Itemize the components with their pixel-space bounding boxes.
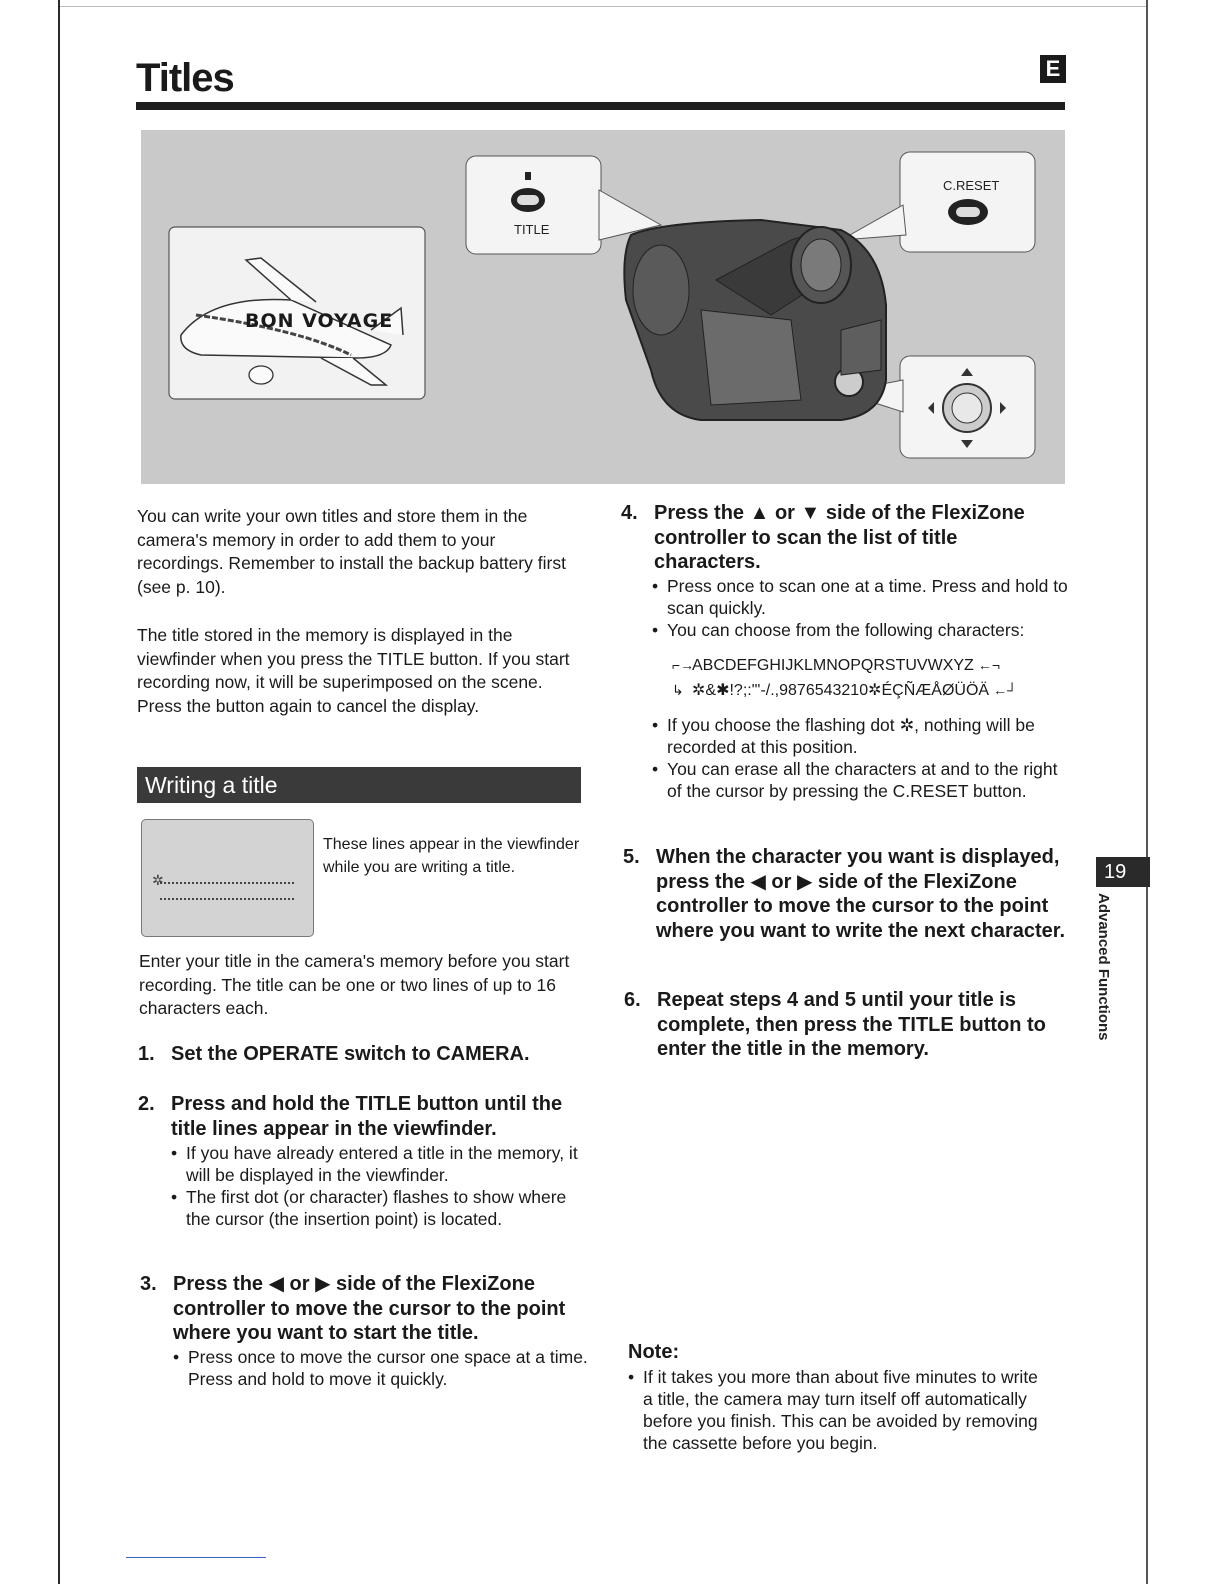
step-4-number: 4.	[621, 502, 638, 524]
camera-illustration	[141, 130, 1065, 484]
title-line-1	[160, 882, 294, 884]
character-set	[672, 653, 1017, 703]
list-item: • If it takes you more than about five minutes to write a title, the camera may turn itself off automatically before you finish. This can be avoided by removing the cassette before you begin.	[628, 1366, 1048, 1454]
arrow-return-icon: ↳	[672, 682, 684, 698]
step-6	[624, 988, 1067, 1062]
arrow-left-icon: ←¬	[977, 657, 1000, 673]
step-4-text: Press the ▲ or ▼ side of the FlexiZone controller to scan the list of title characters.	[654, 502, 1025, 573]
step-4	[621, 501, 1059, 575]
intro-paragraph-1: You can write your own titles and store them in the camera's memory in order to add them to your recordings. Remember to install the backup battery first (see p. 10).	[137, 506, 566, 597]
title-divider	[136, 102, 1065, 110]
step-2-number: 2.	[138, 1093, 155, 1115]
language-badge: E	[1040, 55, 1066, 83]
list-item: • You can erase all the characters at and to the right of the cursor by pressing the C.RESET button.	[652, 758, 1072, 802]
step-1	[138, 1042, 591, 1067]
step-5-number: 5.	[623, 846, 640, 868]
page-edge-right	[1146, 0, 1148, 1584]
title-button-label: TITLE	[514, 222, 550, 237]
section-heading: Writing a title	[137, 767, 581, 803]
title-line-2	[160, 898, 294, 900]
note-bullets	[628, 1366, 1048, 1454]
list-item: • Press once to scan one at a time. Press and hold to scan quickly.	[652, 575, 1072, 619]
step-1-text: Set the OPERATE switch to CAMERA.	[171, 1043, 530, 1065]
page-title: Titles	[136, 56, 234, 100]
section-side-label: Advanced Functions	[1095, 893, 1112, 1041]
intro-paragraph-2: The title stored in the memory is displayed in the viewfinder when you press the TITLE button. If you start recording now, it will be superimposed on the scene. Press the button again to cancel the display.	[137, 625, 570, 716]
flashing-dot-icon: ✲	[152, 872, 164, 888]
charset-line-2: ✲&✱!?;:"'-/.,9876543210✲ÉÇÑÆÅØÜÖÄ	[692, 682, 990, 699]
charset-line-1: ABCDEFGHIJKLMNOPQRSTUVWXYZ	[692, 657, 974, 674]
arrow-back-icon: ←┘	[993, 682, 1017, 698]
section-paragraph: Enter your title in the camera's memory before you start recording. The title can be one or two lines of up to 16 characters each.	[139, 951, 570, 1018]
step-5-text: When the character you want is displayed, press the ◀ or ▶ side of the FlexiZone controller to move the cursor to the point where you want to write the next character.	[656, 846, 1066, 942]
step-3-number: 3.	[140, 1273, 157, 1295]
list-item: • If you have already entered a title in the memory, it will be displayed in the viewfinder.	[171, 1142, 586, 1186]
step-4-more-bullets	[652, 714, 1072, 802]
step-5	[623, 845, 1071, 943]
step-2-text: Press and hold the TITLE button until the title lines appear in the viewfinder.	[171, 1093, 563, 1140]
step-3-text: Press the ◀ or ▶ side of the FlexiZone controller to move the cursor to the point where you want to start the title.	[173, 1273, 566, 1344]
step-6-text: Repeat steps 4 and 5 until your title is complete, then press the TITLE button to enter the title in the memory.	[657, 989, 1046, 1060]
list-item: • You can choose from the following characters:	[652, 619, 1072, 641]
top-rule	[60, 6, 1146, 7]
page-edge-left	[58, 0, 60, 1584]
charset-row-1	[672, 653, 1013, 678]
step-2	[138, 1092, 591, 1141]
list-item: • Press once to move the cursor one space at a time. Press and hold to move it quickly.	[173, 1346, 588, 1390]
note-heading: Note:	[628, 1341, 680, 1363]
step-1-number: 1.	[138, 1043, 155, 1065]
bon-voyage-text: BON VOYAGE	[245, 310, 394, 332]
step-4-bullets	[652, 575, 1072, 641]
step-6-number: 6.	[624, 989, 641, 1011]
list-item: • If you choose the flashing dot ✲, nothing will be recorded at this position.	[652, 714, 1072, 758]
bottom-rule	[126, 1557, 266, 1558]
viewfinder-preview	[141, 819, 314, 937]
creset-button-label: C.RESET	[943, 178, 1000, 193]
page-number-tab: 19	[1096, 857, 1150, 887]
list-item: • The first dot (or character) flashes to show where the cursor (the insertion point) is located.	[171, 1186, 586, 1230]
step-2-bullets	[171, 1142, 586, 1230]
step-3-bullets	[173, 1346, 588, 1390]
arrow-right-icon: ⌐→	[672, 657, 695, 673]
step-3	[140, 1272, 588, 1346]
camera-drawing	[141, 130, 1065, 484]
charset-row-2	[672, 678, 1017, 703]
viewfinder-caption: These lines appear in the viewfinder while you are writing a title.	[323, 836, 580, 876]
